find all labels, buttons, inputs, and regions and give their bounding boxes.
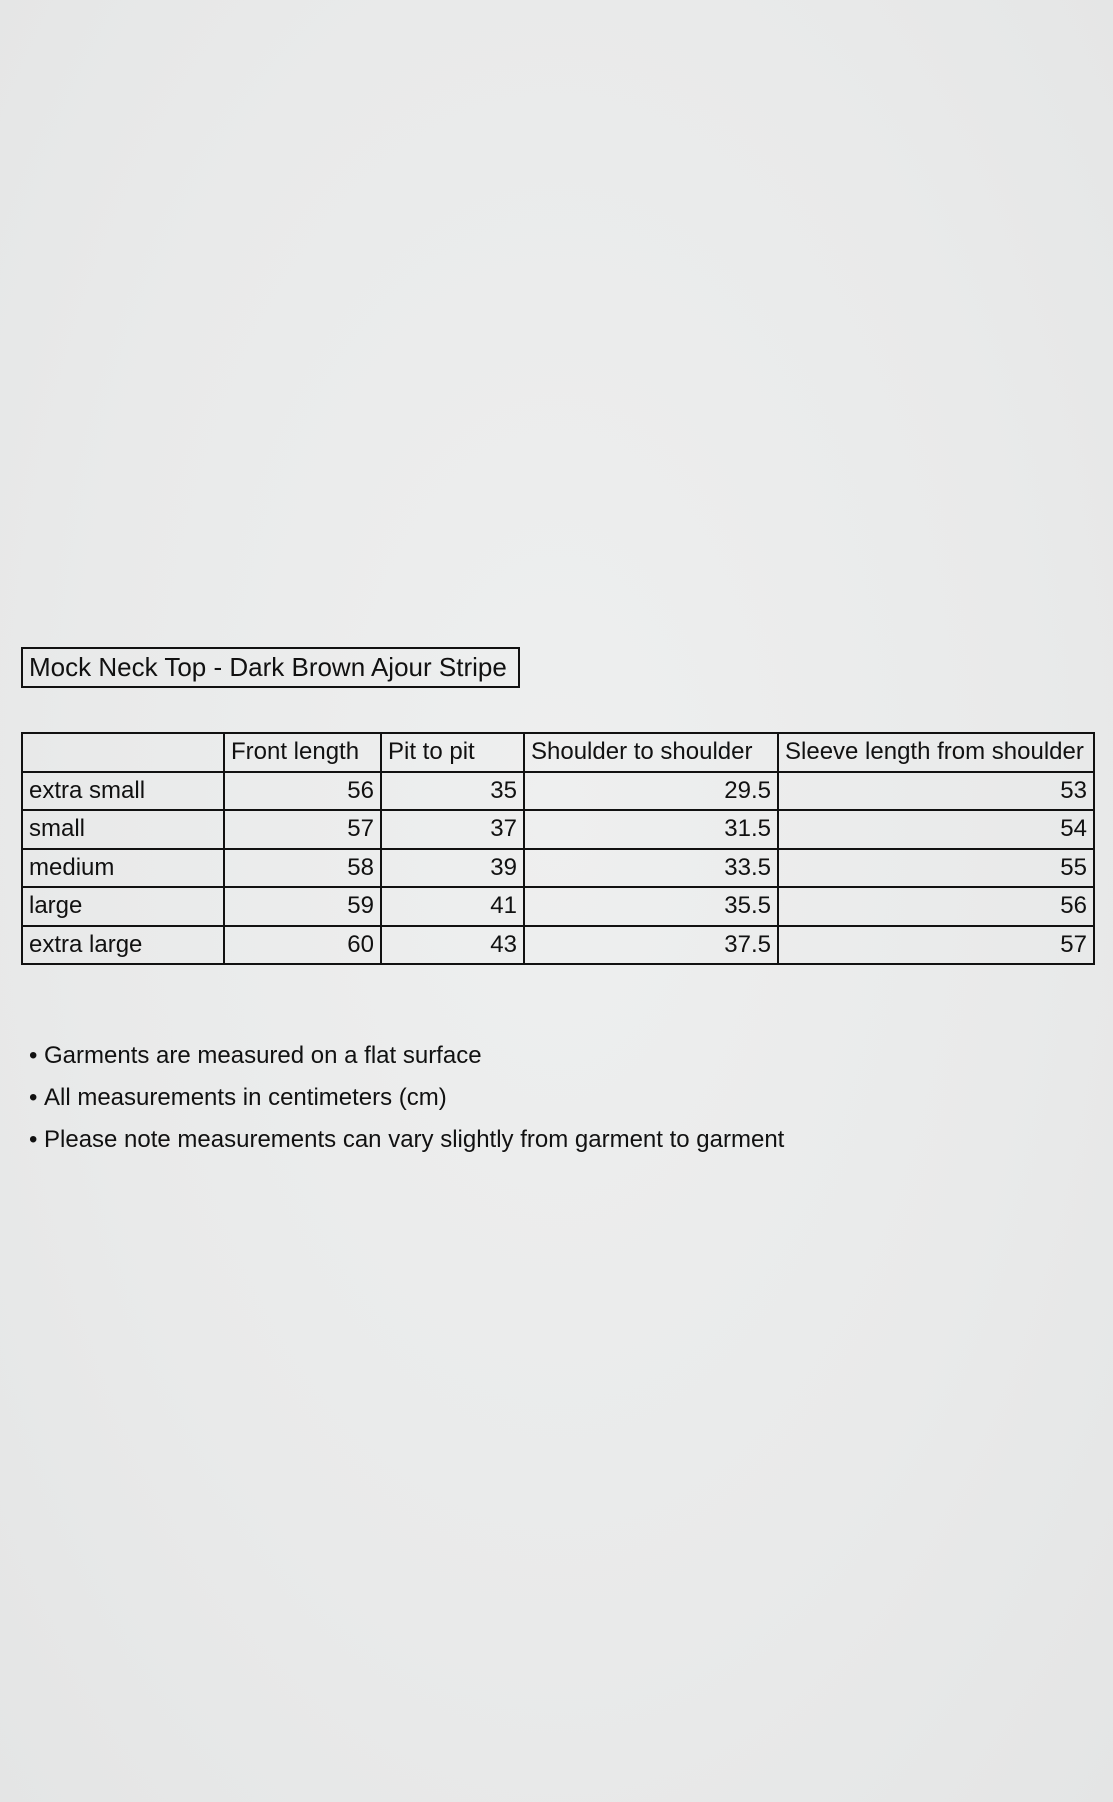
bullet-icon: •: [29, 1084, 38, 1111]
size-label: extra large: [22, 926, 224, 965]
shoulder-value: 35.5: [524, 887, 778, 926]
shoulder-value: 37.5: [524, 926, 778, 965]
size-chart-table: [21, 732, 1095, 965]
pit-to-pit-value: 39: [381, 849, 524, 888]
table-row: [22, 849, 1094, 888]
front-length-value: 57: [224, 810, 381, 849]
size-label: large: [22, 887, 224, 926]
pit-to-pit-value: 37: [381, 810, 524, 849]
table-header-row: [22, 733, 1094, 772]
header-pit-to-pit: Pit to pit: [381, 733, 524, 772]
table-row: [22, 772, 1094, 811]
page-title: Mock Neck Top - Dark Brown Ajour Stripe: [21, 647, 520, 688]
bullet-icon: •: [29, 1126, 38, 1153]
note-text: Please note measurements can vary slightly from garment to garment: [44, 1126, 785, 1153]
table-row: [22, 887, 1094, 926]
shoulder-value: 33.5: [524, 849, 778, 888]
sleeve-value: 53: [778, 772, 1094, 811]
front-length-value: 56: [224, 772, 381, 811]
shoulder-value: 29.5: [524, 772, 778, 811]
note-text: Garments are measured on a flat surface: [44, 1042, 482, 1069]
header-cell-empty: [22, 733, 224, 772]
size-label: extra small: [22, 772, 224, 811]
note-text: All measurements in centimeters (cm): [44, 1084, 447, 1111]
bullet-icon: •: [29, 1042, 38, 1069]
measurement-notes: [29, 1035, 784, 1161]
header-sleeve-length: Sleeve length from shoulder: [778, 733, 1094, 772]
shoulder-value: 31.5: [524, 810, 778, 849]
note-item: [29, 1119, 784, 1161]
note-item: [29, 1035, 784, 1077]
pit-to-pit-value: 35: [381, 772, 524, 811]
table-row: [22, 926, 1094, 965]
table-row: [22, 810, 1094, 849]
sleeve-value: 56: [778, 887, 1094, 926]
pit-to-pit-value: 41: [381, 887, 524, 926]
note-item: [29, 1077, 784, 1119]
pit-to-pit-value: 43: [381, 926, 524, 965]
size-label: medium: [22, 849, 224, 888]
front-length-value: 58: [224, 849, 381, 888]
header-shoulder-to-shoulder: Shoulder to shoulder: [524, 733, 778, 772]
sleeve-value: 54: [778, 810, 1094, 849]
sleeve-value: 57: [778, 926, 1094, 965]
front-length-value: 60: [224, 926, 381, 965]
front-length-value: 59: [224, 887, 381, 926]
header-front-length: Front length: [224, 733, 381, 772]
size-label: small: [22, 810, 224, 849]
sleeve-value: 55: [778, 849, 1094, 888]
